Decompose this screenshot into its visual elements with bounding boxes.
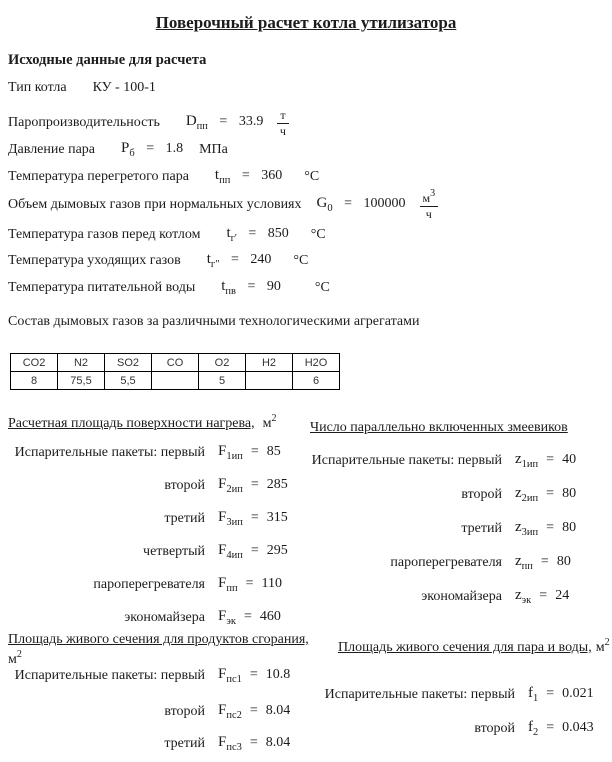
param-equation: [215, 167, 282, 187]
value-row: [8, 732, 304, 756]
page-title-text: Поверочный расчет котла утилизатора: [155, 13, 457, 32]
param-value: 1.8: [165, 141, 184, 157]
row-label: Испарительные пакеты: первый: [14, 444, 205, 460]
row-equation: [218, 608, 281, 628]
param-label: Объем дымовых газов при нормальных условиях: [8, 197, 302, 212]
row-var: F: [218, 442, 227, 459]
boiler-type-row: [8, 76, 156, 100]
row-var: F: [218, 734, 227, 751]
fraction-denominator: ч: [425, 206, 432, 221]
row-label: пароперегревателя: [390, 555, 502, 570]
row-var-sub: пп: [521, 561, 533, 573]
unit-exponent: 2: [604, 637, 610, 648]
param-row-steam-output: [8, 106, 289, 140]
section-heading-input-data: Исходные данные для расчета: [8, 52, 207, 68]
row-var-sub: 1: [533, 693, 539, 705]
param-row-gas-temp-outlet: [8, 249, 308, 273]
section-heading-coils: [310, 420, 612, 444]
param-var: G: [316, 195, 328, 212]
row-label: второй: [474, 721, 515, 736]
fraction-num-exponent: 3: [430, 188, 436, 200]
row-var-sub: пс2: [226, 710, 242, 722]
unit-base: м: [8, 652, 17, 667]
value-row: [310, 478, 612, 512]
row-var: z: [515, 519, 522, 536]
param-label: Температура перегретого пара: [8, 169, 189, 184]
row-value: 24: [555, 588, 570, 604]
gas-value-cell: 5: [199, 372, 246, 390]
gas-header-cell: SO2: [105, 354, 152, 372]
param-var-sub: пп: [219, 175, 231, 187]
param-value: 90: [266, 279, 281, 295]
param-unit: °C: [293, 253, 309, 268]
param-var-sub: пп: [196, 121, 208, 133]
row-var: F: [218, 574, 227, 591]
param-label: Паропроизводительность: [8, 115, 160, 130]
value-row: [8, 436, 304, 469]
param-label: Температура уходящих газов: [8, 253, 181, 268]
row-equation: [218, 666, 290, 686]
row-value: 40: [562, 452, 577, 468]
row-value: 295: [266, 542, 288, 558]
section-heading-heating-area: [8, 414, 304, 436]
param-var-sub: б: [129, 148, 135, 160]
unit-m2: [595, 637, 610, 655]
row-value: 80: [556, 554, 571, 570]
param-var: t: [226, 225, 231, 242]
equals-sign: =: [241, 168, 250, 184]
value-row: [310, 546, 612, 580]
gas-header-cell: CO2: [11, 354, 58, 372]
row-var-sub: пп: [226, 582, 238, 594]
row-var: z: [515, 553, 522, 570]
param-value: 850: [267, 226, 289, 242]
equals-sign: =: [247, 279, 256, 295]
row-label: третий: [164, 736, 205, 751]
row-equation: [218, 509, 288, 529]
row-value: 315: [266, 509, 288, 525]
row-value: 85: [266, 443, 281, 459]
row-equation: [515, 451, 576, 471]
row-var-sub: пс1: [226, 674, 242, 686]
value-row: [8, 664, 304, 688]
row-var: F: [218, 607, 227, 624]
row-var-sub: 2ип: [521, 493, 539, 505]
row-var-sub: 1ип: [226, 450, 243, 462]
equals-sign: =: [546, 686, 555, 702]
page-title: [0, 13, 612, 33]
param-row-feedwater-temp: [8, 276, 330, 300]
equals-sign: =: [540, 554, 549, 570]
equals-sign: =: [248, 226, 257, 242]
param-var: P: [121, 140, 130, 157]
equals-sign: =: [245, 575, 254, 591]
row-label: третий: [461, 521, 502, 536]
unit-fraction-m3-per-h: [420, 189, 439, 221]
unit-exponent: 2: [271, 413, 277, 424]
heading-text: Число параллельно включенных змеевиков: [310, 420, 568, 435]
unit-base: м: [262, 416, 272, 431]
row-label: пароперегревателя: [93, 576, 205, 592]
gas-value-cell: [152, 372, 199, 390]
param-var-sub: г": [210, 259, 220, 271]
row-var: z: [515, 485, 522, 502]
fraction-numerator: [420, 189, 439, 206]
equals-sign: =: [344, 196, 352, 212]
heading-text: Расчетная площадь поверхности нагрева,: [8, 416, 255, 431]
fraction-denominator: ч: [279, 123, 286, 138]
param-var: t: [214, 167, 220, 184]
row-value: 10.8: [265, 667, 291, 683]
equals-sign: =: [546, 520, 555, 536]
gas-value-cell: 8: [11, 372, 58, 390]
row-var: F: [218, 666, 227, 683]
row-var-sub: пс3: [226, 742, 242, 754]
row-label: Испарительные пакеты: первый: [324, 687, 515, 702]
param-row-gas-temp-inlet: [8, 223, 326, 247]
row-var: F: [218, 702, 227, 719]
row-equation: [528, 719, 594, 739]
section-heating-area: [8, 414, 304, 634]
row-label: второй: [164, 477, 205, 493]
value-row: [8, 469, 304, 502]
row-equation: [515, 519, 576, 539]
param-equation: [186, 113, 264, 133]
equals-sign: =: [249, 667, 258, 683]
row-label: второй: [461, 487, 502, 502]
row-equation: [218, 734, 290, 754]
row-var: z: [515, 587, 522, 604]
gas-header-cell: O2: [199, 354, 246, 372]
param-unit: °C: [304, 169, 320, 184]
param-value: 100000: [363, 196, 406, 212]
boiler-type-label: Тип котла: [8, 80, 67, 95]
row-value: 8.04: [265, 735, 291, 751]
gas-header-cell: CO: [152, 354, 199, 372]
row-equation: [515, 485, 576, 505]
row-equation: [218, 443, 281, 463]
param-value: 360: [261, 168, 283, 184]
gas-composition-note-text: Состав дымовых газов за различными технологическими агрегатами: [8, 314, 420, 329]
row-value: 0.043: [562, 720, 594, 736]
value-row: [310, 444, 612, 478]
row-var: z: [515, 451, 522, 468]
equals-sign: =: [250, 509, 259, 525]
param-var-sub: г': [230, 233, 237, 245]
param-label: Температура питательной воды: [8, 280, 196, 295]
section-combustion-area: [8, 632, 308, 762]
equals-sign: =: [250, 542, 259, 558]
param-unit: °C: [314, 280, 330, 295]
section-steam-area: [310, 638, 612, 748]
param-row-superheated-temp: [8, 165, 319, 189]
equals-sign: =: [250, 476, 259, 492]
fraction-numerator: т: [277, 108, 288, 123]
value-row: [310, 580, 612, 614]
row-var-sub: эк: [226, 615, 236, 627]
param-equation: [221, 278, 281, 298]
unit-m2: [262, 413, 277, 431]
param-equation: [121, 140, 183, 160]
equals-sign: =: [243, 608, 252, 624]
gas-header-cell: H2: [246, 354, 293, 372]
row-var-sub: 2: [533, 727, 539, 739]
equals-sign: =: [249, 735, 258, 751]
gas-header-cell: H2O: [293, 354, 340, 372]
heading-text: Площадь живого сечения для продуктов сгорания,: [8, 632, 309, 647]
gas-table-header-row: [11, 354, 340, 372]
section-heading-combustion-area: [8, 632, 308, 650]
value-row: [8, 568, 304, 601]
row-equation: [218, 575, 282, 595]
row-equation: [218, 476, 288, 496]
section-heading-steam-area: [338, 638, 612, 658]
gas-value-cell: 6: [293, 372, 340, 390]
row-label: второй: [164, 704, 205, 719]
value-row: [310, 680, 612, 710]
equals-sign: =: [249, 703, 258, 719]
unit-fraction-t-per-h: [277, 108, 288, 138]
gas-value-cell: 5,5: [105, 372, 152, 390]
param-var: t: [206, 251, 211, 268]
row-var-sub: 2ип: [226, 483, 243, 495]
row-label: четвертый: [143, 543, 205, 559]
row-var: F: [218, 541, 227, 558]
param-unit: МПа: [199, 142, 228, 157]
gas-value-cell: 75,5: [58, 372, 105, 390]
equals-sign: =: [146, 141, 155, 157]
row-equation: [515, 553, 571, 573]
row-var: F: [218, 508, 227, 525]
fraction-num-base: м: [422, 191, 431, 206]
row-equation: [528, 685, 594, 705]
row-value: 0.021: [562, 686, 594, 702]
row-var-sub: 1ип: [521, 459, 539, 471]
equals-sign: =: [546, 452, 555, 468]
param-value: 240: [250, 252, 272, 268]
row-equation: [218, 542, 288, 562]
unit-exponent: 2: [16, 649, 22, 660]
value-row: [310, 512, 612, 546]
row-value: 460: [259, 608, 281, 624]
gas-table-value-row: [11, 372, 340, 390]
row-value: 80: [562, 486, 577, 502]
row-var: f: [528, 719, 533, 736]
value-row: [310, 714, 612, 744]
param-row-gas-volume: [8, 188, 438, 222]
gas-composition-table: [10, 353, 340, 390]
equals-sign: =: [546, 720, 555, 736]
row-label: Испарительные пакеты: первый: [311, 453, 502, 468]
param-var-sub: пв: [225, 286, 236, 298]
value-row: [8, 700, 304, 724]
param-label: Давление пара: [8, 142, 96, 157]
value-row: [8, 535, 304, 568]
equals-sign: =: [219, 114, 228, 130]
row-label: третий: [164, 510, 205, 526]
gas-composition-note: [8, 310, 419, 334]
row-value: 110: [261, 575, 282, 591]
param-var: D: [185, 113, 197, 130]
param-value: 33.9: [238, 114, 264, 130]
value-row: [8, 601, 304, 634]
param-equation: [207, 251, 272, 271]
unit-base: м: [595, 640, 605, 655]
param-equation: [226, 225, 288, 245]
gas-header-cell: N2: [58, 354, 105, 372]
equals-sign: =: [546, 486, 555, 502]
value-row: [8, 502, 304, 535]
row-var-sub: 4ип: [226, 549, 243, 561]
param-label: Температура газов перед котлом: [8, 227, 201, 242]
equals-sign: =: [250, 443, 259, 459]
row-equation: [218, 702, 290, 722]
row-value: 285: [266, 476, 288, 492]
param-unit: °C: [310, 227, 326, 242]
row-label: экономайзера: [421, 589, 502, 604]
row-var: F: [218, 475, 227, 492]
row-value: 8.04: [265, 703, 291, 719]
param-var-sub: 0: [327, 203, 333, 215]
equals-sign: =: [230, 252, 239, 268]
heading-text: Площадь живого сечения для пара и воды,: [338, 640, 592, 655]
row-var-sub: эк: [521, 595, 532, 607]
row-var-sub: 3ип: [226, 516, 243, 528]
row-var-sub: 3ип: [521, 527, 539, 539]
param-equation: [317, 195, 406, 215]
gas-value-cell: [246, 372, 293, 390]
row-value: 80: [562, 520, 577, 536]
row-label: экономайзера: [124, 609, 205, 625]
boiler-type-value: КУ - 100-1: [92, 80, 156, 95]
row-label: Испарительные пакеты: первый: [14, 668, 205, 683]
section-coils: [310, 420, 612, 614]
row-var: f: [528, 685, 533, 702]
param-var: t: [221, 278, 226, 295]
param-row-steam-pressure: [8, 138, 228, 162]
equals-sign: =: [539, 588, 548, 604]
row-equation: [515, 587, 569, 607]
